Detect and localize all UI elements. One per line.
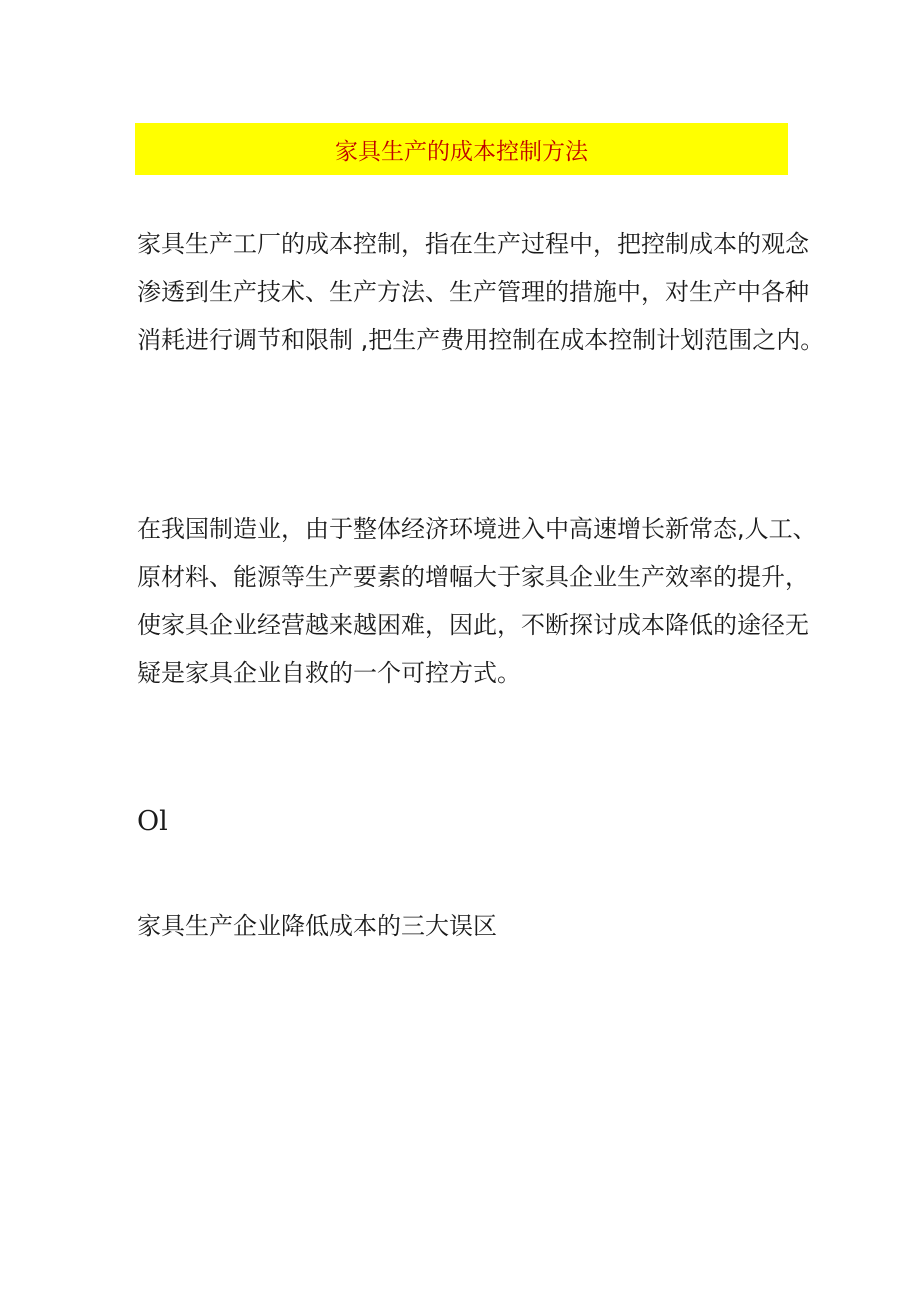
paragraph-industry-context (137, 505, 817, 697)
section-number: Ol (137, 806, 168, 837)
paragraph-line: 消耗进行调节和限制 ,把生产费用控制在成本控制计划范围之内。 (137, 326, 825, 354)
paragraph-line: 在我国制造业，由于整体经济环境进入中高速增长新常态,人工、 (137, 515, 817, 543)
paragraph-line: 疑是家具企业自救的一个可控方式。 (137, 659, 521, 687)
document-title: 家具生产的成本控制方法 (335, 138, 588, 165)
paragraph-line: 使家具企业经营越来越困难，因此，不断探讨成本降低的途径无 (137, 611, 809, 639)
title-banner (135, 123, 788, 175)
paragraph-cost-control-definition (137, 220, 825, 364)
section-heading: 家具生产企业降低成本的三大误区 (137, 912, 497, 940)
paragraph-line: 家具生产工厂的成本控制，指在生产过程中，把控制成本的观念 (137, 230, 809, 258)
paragraph-line: 原材料、能源等生产要素的增幅大于家具企业生产效率的提升， (137, 563, 809, 591)
paragraph-line: 渗透到生产技术、生产方法、生产管理的措施中，对生产中各种 (137, 278, 809, 306)
